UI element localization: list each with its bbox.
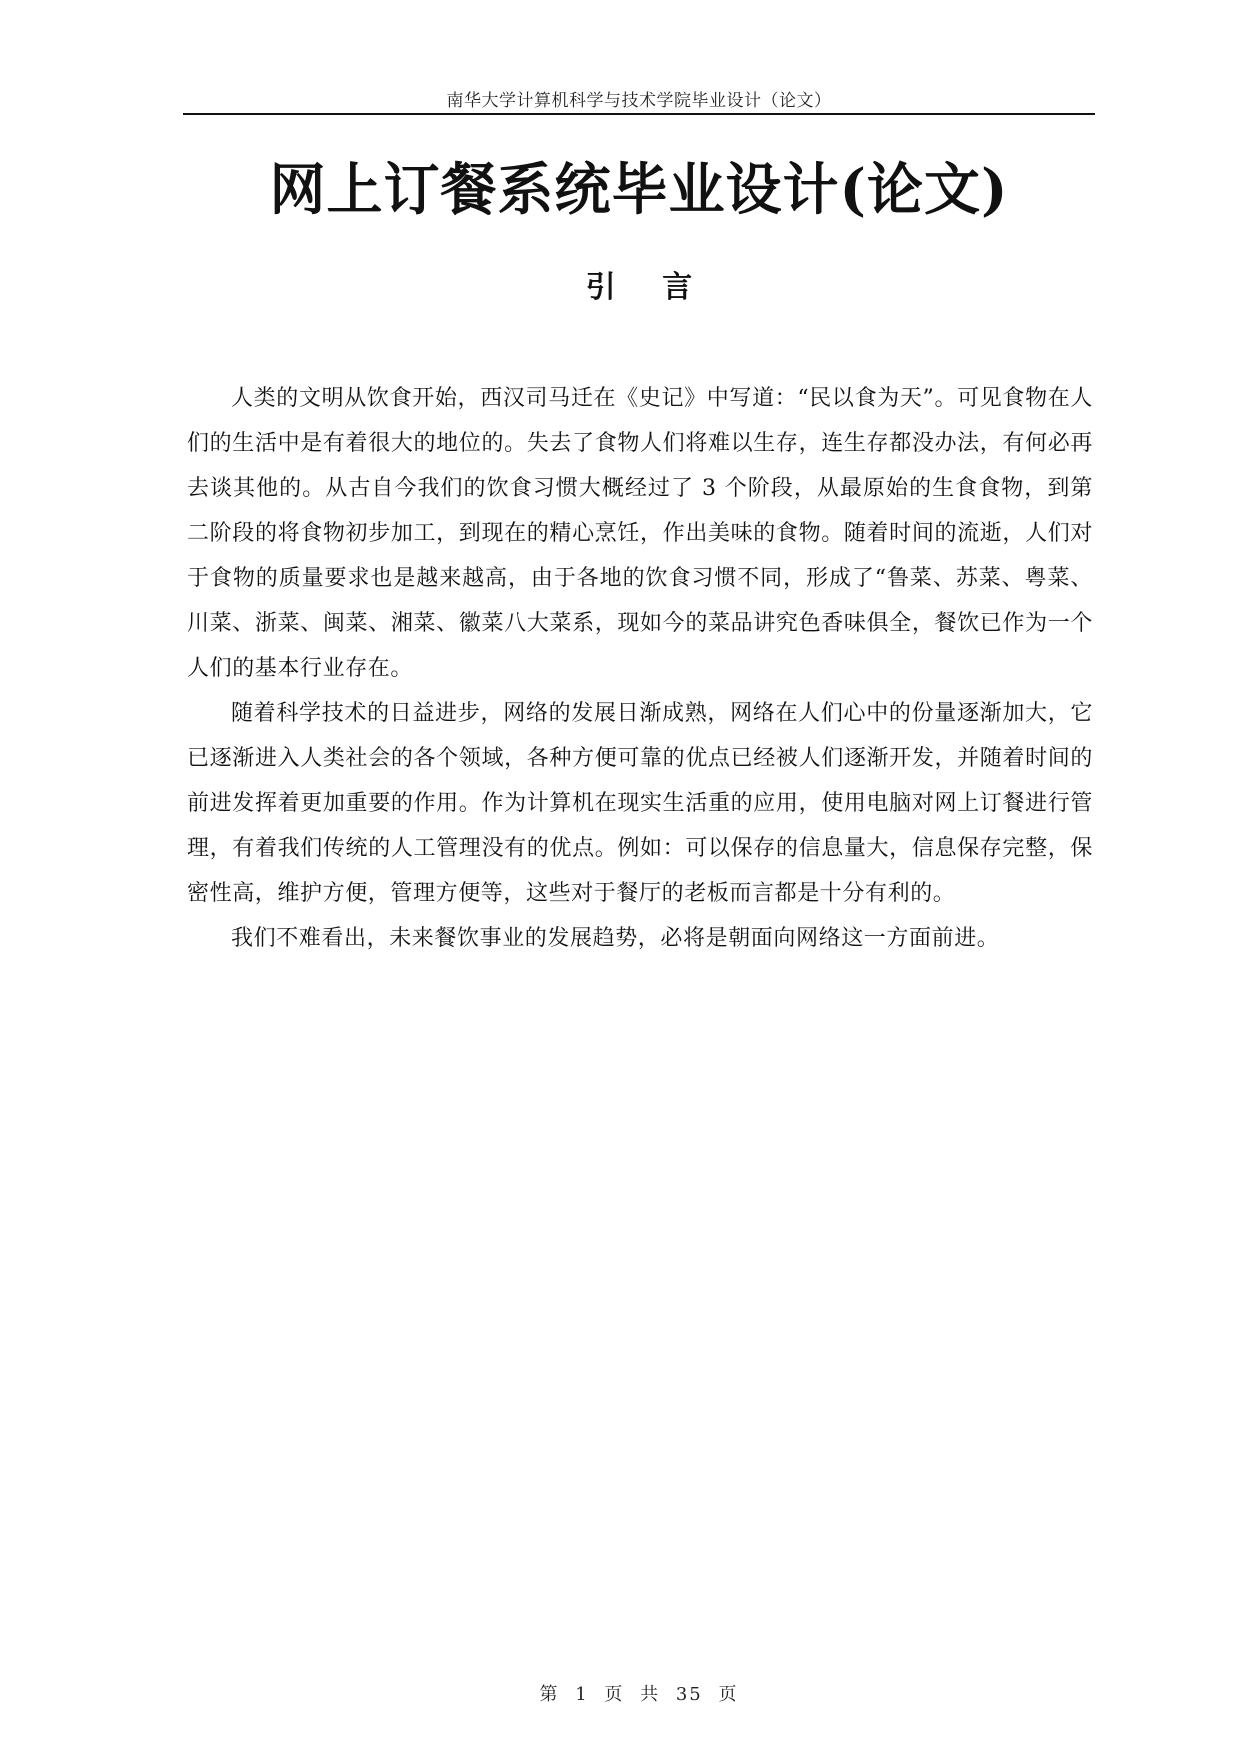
paragraph: 人类的文明从饮食开始，西汉司马迁在《史记》中写道：“民以食为天”。可见食物在人们的生活中是有着很大的地位的。失去了食物人们将难以生存，连生存都没办法，有何必再去谈其他的。从古自今我们的饮食习惯大概经过了 3 个阶段，从最原始的生食食物，到第二阶段的将食物初步加工，到现在的精心烹饪，作出美味的食物。随着时间的流逝，人们对于食物的质量要求也是越来越高，由于各地的饮食习惯不同，形成了“鲁菜、苏菜、粤菜、川菜、浙菜、闽菜、湘菜、徽菜八大菜系，现如今的菜品讲究色香味俱全，餐饮已作为一个人们的基本行业存在。 — [187, 386, 1093, 681]
running-header: 南华大学计算机科学与技术学院毕业设计（论文） — [446, 91, 832, 111]
document-title: 网上订餐系统毕业设计(论文) — [269, 157, 1009, 223]
body-text — [187, 376, 1093, 961]
section-heading: 引 言 — [585, 270, 711, 305]
paragraph: 随着科学技术的日益进步，网络的发展日渐成熟，网络在人们心中的份量逐渐加大，它已逐渐进入人类社会的各个领域，各种方便可靠的优点已经被人们逐渐开发，并随着时间的前进发挥着更加重要的作用。作为计算机在现实生活重的应用，使用电脑对网上订餐进行管理，有着我们传统的人工管理没有的优点。例如：可以保存的信息量大，信息保存完整，保密性高，维护方便，管理方便等，这些对于餐厅的老板而言都是十分有利的。 — [187, 701, 1093, 906]
paragraph: 我们不难看出，未来餐饮事业的发展趋势，必将是朝面向网络这一方面前进。 — [231, 926, 1000, 951]
header-rule — [183, 113, 1095, 115]
page-number: 第 1 页 共 35 页 — [539, 1684, 739, 1705]
